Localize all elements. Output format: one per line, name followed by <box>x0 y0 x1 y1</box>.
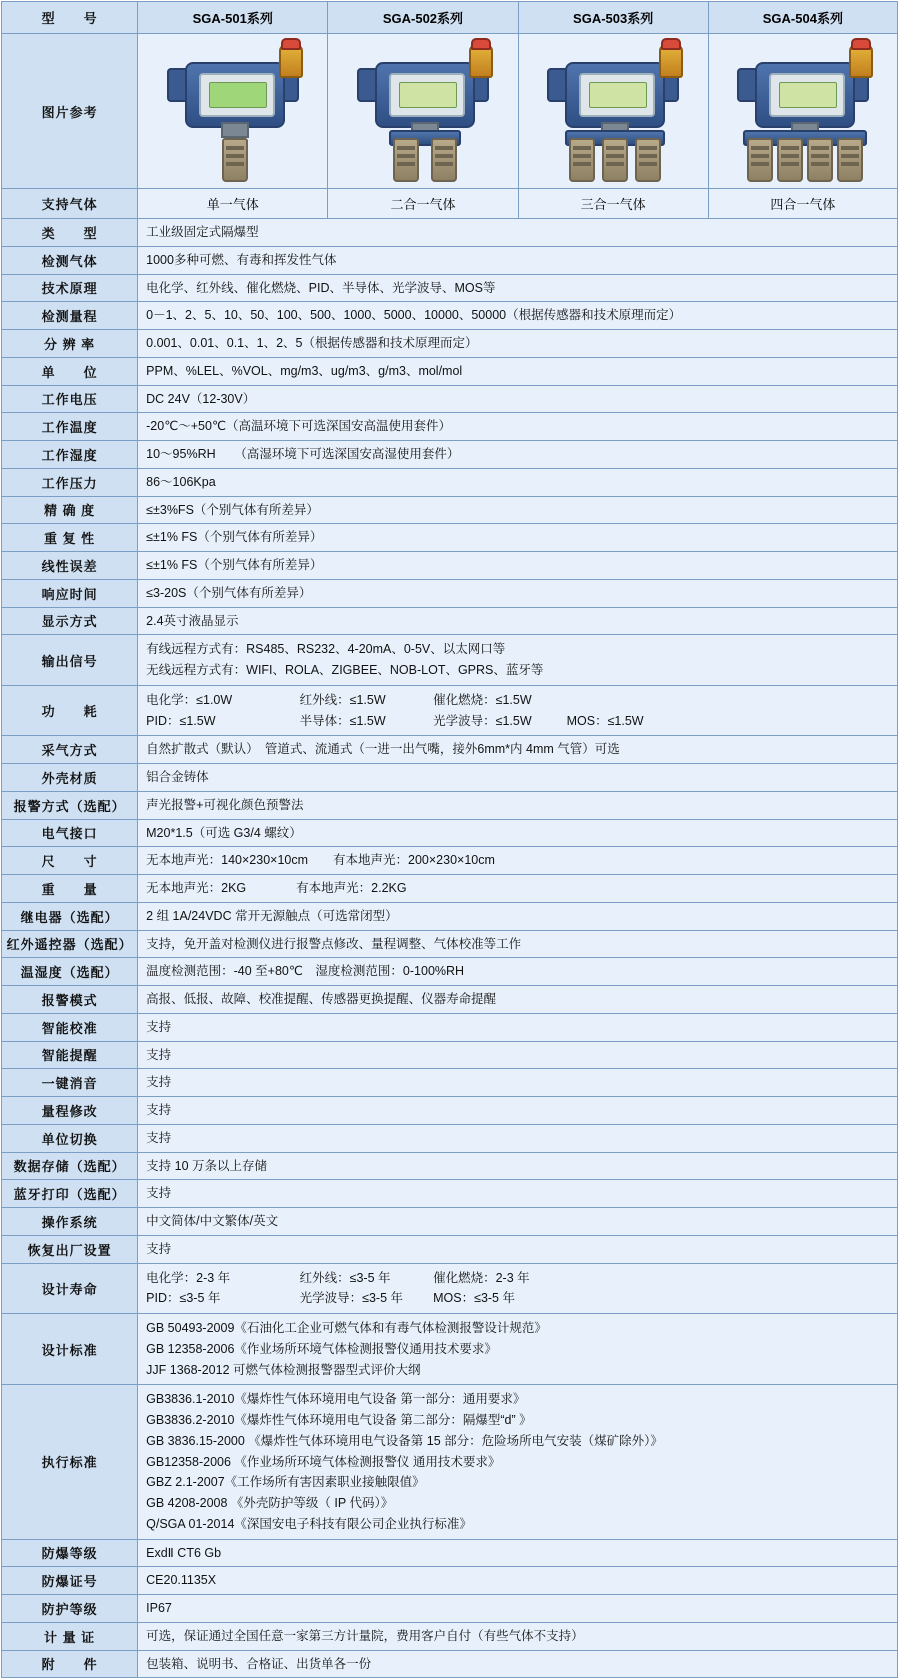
row-label: 继电器（选配） <box>2 902 138 930</box>
row-label: 单 位 <box>2 357 138 385</box>
table-row <box>2 330 898 358</box>
table-row <box>2 1622 898 1650</box>
row-value: ≤±1% FS（个别气体有所差异） <box>138 552 898 580</box>
row-label-design-standard: 设计标准 <box>2 1314 138 1385</box>
gas-support-2: 二合一气体 <box>328 189 518 219</box>
power-infrared: 红外线：≤1.5W <box>299 692 386 707</box>
row-label: 线性误差 <box>2 552 138 580</box>
row-label: 恢复出厂设置 <box>2 1235 138 1263</box>
row-value: 2 组 1A/24VDC 常开无源触点（可选常闭型） <box>138 902 898 930</box>
table-row <box>2 524 898 552</box>
table-row-model <box>2 2 898 34</box>
row-value: 支持 <box>138 1235 898 1263</box>
row-label: 单位切换 <box>2 1124 138 1152</box>
row-value: 2.4英寸液晶显示 <box>138 607 898 635</box>
row-value: CE20.1135X <box>138 1567 898 1595</box>
lifespan-line-2 <box>146 1288 889 1309</box>
row-value: DC 24V（12-30V） <box>138 385 898 413</box>
table-row <box>2 1235 898 1263</box>
row-label: 温湿度（选配） <box>2 958 138 986</box>
row-label: 蓝牙打印（选配） <box>2 1180 138 1208</box>
row-label: 检测气体 <box>2 246 138 274</box>
table-row <box>2 902 898 930</box>
model-header-1: SGA-501系列 <box>138 2 328 34</box>
device-image-4 <box>708 34 897 189</box>
row-label: 数据存储（选配） <box>2 1152 138 1180</box>
exec-standard-line: GB 4208-2008 《外壳防护等级（ IP 代码）》 <box>146 1496 394 1510</box>
row-value: M20*1.5（可选 G3/4 螺纹） <box>138 819 898 847</box>
table-row <box>2 219 898 247</box>
row-value: 0.001、0.01、0.1、1、2、5（根据传感器和技术原理而定） <box>138 330 898 358</box>
table-row <box>2 1013 898 1041</box>
table-row <box>2 1567 898 1595</box>
table-row <box>2 791 898 819</box>
table-row <box>2 607 898 635</box>
table-row <box>2 847 898 875</box>
exec-standard-line: GBZ 2.1-2007《工作场所有害因素职业接触限值》 <box>146 1475 425 1490</box>
table-row <box>2 875 898 903</box>
row-value: 温度检测范围：-40 至+80℃ 湿度检测范围：0-100%RH <box>138 958 898 986</box>
table-row-power <box>2 685 898 736</box>
table-row-lifespan <box>2 1263 898 1314</box>
table-row <box>2 413 898 441</box>
table-row <box>2 958 898 986</box>
row-value: 支持 10 万条以上存储 <box>138 1152 898 1180</box>
power-optical-waveguide: 光学波导：≤1.5W <box>433 713 532 728</box>
design-standard-line: GB 12358-2006《作业场所环境气体检测报警仪通用技术要求》 <box>146 1341 497 1356</box>
table-row <box>2 441 898 469</box>
row-value-power <box>138 685 898 736</box>
row-value: 工业级固定式隔爆型 <box>138 219 898 247</box>
row-label-model: 型 号 <box>2 2 138 34</box>
table-row-design-standard <box>2 1314 898 1385</box>
row-label: 附 件 <box>2 1650 138 1678</box>
row-value: 无本地声光：140×230×10cm 有本地声光：200×230×10cm <box>138 847 898 875</box>
spec-sheet-page <box>0 1 899 1673</box>
table-row <box>2 385 898 413</box>
row-label: 量程修改 <box>2 1097 138 1125</box>
gas-support-4: 四合一气体 <box>708 189 897 219</box>
row-value: ExdⅡ CT6 Gb <box>138 1539 898 1567</box>
table-row <box>2 302 898 330</box>
device-image-2 <box>328 34 518 189</box>
lifespan-infrared: 红外线：≤3-5 年 <box>299 1270 391 1285</box>
row-value: 声光报警+可视化颜色预警法 <box>138 791 898 819</box>
model-header-3: SGA-503系列 <box>518 2 708 34</box>
row-value: ≤±1% FS（个别气体有所差异） <box>138 524 898 552</box>
row-value: 中文简体/中文繁体/英文 <box>138 1208 898 1236</box>
model-header-4: SGA-504系列 <box>708 2 897 34</box>
row-label: 智能提醒 <box>2 1041 138 1069</box>
table-row <box>2 1124 898 1152</box>
power-semiconductor: 半导体：≤1.5W <box>299 713 386 728</box>
lifespan-pid: PID：≤3-5 年 <box>146 1291 221 1306</box>
row-value: 支持 <box>138 1180 898 1208</box>
table-row <box>2 1208 898 1236</box>
row-label: 一键消音 <box>2 1069 138 1097</box>
row-value: ≤±3%FS（个别气体有所差异） <box>138 496 898 524</box>
row-value: 支持 <box>138 1013 898 1041</box>
power-line-2 <box>146 711 889 732</box>
row-label-image-reference: 图片参考 <box>2 34 138 189</box>
row-value: 电化学、红外线、催化燃烧、PID、半导体、光学波导、MOS等 <box>138 274 898 302</box>
table-row-output-signal <box>2 635 898 686</box>
table-row <box>2 736 898 764</box>
exec-standard-line: GB12358-2006 《作业场所环境气体检测报警仪 通用技术要求》 <box>146 1454 501 1469</box>
row-value: 无本地声光：2KG 有本地声光：2.2KG <box>138 875 898 903</box>
row-label: 技术原理 <box>2 274 138 302</box>
table-row <box>2 274 898 302</box>
row-label: 防护等级 <box>2 1595 138 1623</box>
row-label: 电气接口 <box>2 819 138 847</box>
table-row <box>2 1097 898 1125</box>
row-value: 支持 <box>138 1069 898 1097</box>
row-label: 报警模式 <box>2 986 138 1014</box>
row-label-power: 功 耗 <box>2 685 138 736</box>
row-value: 可选，保证通过全国任意一家第三方计量院，费用客户自付（有些气体不支持） <box>138 1622 898 1650</box>
row-label: 报警方式（选配） <box>2 791 138 819</box>
row-value: 10～95%RH （高湿环境下可选深国安高湿使用套件） <box>138 441 898 469</box>
table-row <box>2 468 898 496</box>
row-value: 支持 <box>138 1097 898 1125</box>
lifespan-electrochemical: 电化学：2-3 年 <box>146 1270 231 1285</box>
row-label: 计 量 证 <box>2 1622 138 1650</box>
power-mos: MOS：≤1.5W <box>566 713 644 728</box>
row-value: 包装箱、说明书、合格证、出货单各一份 <box>138 1650 898 1678</box>
table-row <box>2 1069 898 1097</box>
row-label-gas-support: 支持气体 <box>2 189 138 219</box>
row-label: 采气方式 <box>2 736 138 764</box>
row-value: 0－1、2、5、10、50、100、500、1000、5000、10000、50000（根据传感器和技术原理而定） <box>138 302 898 330</box>
row-value: 1000多种可燃、有毒和挥发性气体 <box>138 246 898 274</box>
table-row-images <box>2 34 898 189</box>
row-label: 工作电压 <box>2 385 138 413</box>
table-row <box>2 930 898 958</box>
table-row <box>2 357 898 385</box>
table-row <box>2 1180 898 1208</box>
table-row <box>2 496 898 524</box>
power-catalytic: 催化燃烧：≤1.5W <box>433 692 532 707</box>
lifespan-optical-waveguide: 光学波导：≤3-5 年 <box>299 1291 404 1306</box>
lifespan-catalytic: 催化燃烧：2-3 年 <box>433 1270 530 1285</box>
row-value: 铝合金铸体 <box>138 764 898 792</box>
row-value-output-signal <box>138 635 898 686</box>
table-row-exec-standard <box>2 1385 898 1539</box>
table-row <box>2 1539 898 1567</box>
row-label: 操作系统 <box>2 1208 138 1236</box>
row-label: 显示方式 <box>2 607 138 635</box>
row-label: 分 辨 率 <box>2 330 138 358</box>
row-label: 外壳材质 <box>2 764 138 792</box>
row-value: IP67 <box>138 1595 898 1623</box>
table-row <box>2 1152 898 1180</box>
output-signal-wired: 有线远程方式有：RS485、RS232、4-20mA、0-5V、以太网口等 <box>146 642 506 657</box>
row-label: 精 确 度 <box>2 496 138 524</box>
table-row <box>2 1041 898 1069</box>
gas-support-3: 三合一气体 <box>518 189 708 219</box>
row-label-exec-standard: 执行标准 <box>2 1385 138 1539</box>
design-standard-line: JJF 1368-2012 可燃气体检测报警器型式评价大纲 <box>146 1362 421 1377</box>
row-value: 高报、低报、故障、校准提醒、传感器更换提醒、仪器寿命提醒 <box>138 986 898 1014</box>
power-electrochemical: 电化学：≤1.0W <box>146 692 233 707</box>
lifespan-line-1 <box>146 1268 889 1289</box>
exec-standard-line: Q/SGA 01-2014《深国安电子科技有限公司企业执行标准》 <box>146 1516 472 1531</box>
row-label: 工作压力 <box>2 468 138 496</box>
row-value: 支持，免开盖对检测仪进行报警点修改、量程调整、气体校准等工作 <box>138 930 898 958</box>
row-value-design-standard <box>138 1314 898 1385</box>
row-value: 自然扩散式（默认） 管道式、流通式（一进一出气嘴，接外6mm*内 4mm 气管）可选 <box>138 736 898 764</box>
row-label: 防爆证号 <box>2 1567 138 1595</box>
row-value: PPM、%LEL、%VOL、mg/m3、ug/m3、g/m3、mol/mol <box>138 357 898 385</box>
row-value-lifespan <box>138 1263 898 1314</box>
row-value: 86～106Kpa <box>138 468 898 496</box>
row-label: 防爆等级 <box>2 1539 138 1567</box>
table-row <box>2 764 898 792</box>
exec-standard-line: GB 3836.15-2000 《爆炸性气体环境用电气设备第 15 部分：危险场所电气安装（煤矿除外）》 <box>146 1433 663 1448</box>
table-row <box>2 1650 898 1678</box>
row-label: 工作温度 <box>2 413 138 441</box>
table-row <box>2 579 898 607</box>
table-row-gas-support <box>2 189 898 219</box>
model-header-2: SGA-502系列 <box>328 2 518 34</box>
row-label: 工作湿度 <box>2 441 138 469</box>
row-label: 尺 寸 <box>2 847 138 875</box>
exec-standard-line: GB3836.2-2010《爆炸性气体环境用电气设备 第二部分：隔爆型“d” 》 <box>146 1413 532 1427</box>
row-label: 重 量 <box>2 875 138 903</box>
row-value: 支持 <box>138 1041 898 1069</box>
exec-standard-line: GB3836.1-2010《爆炸性气体环境用电气设备 第一部分：通用要求》 <box>146 1392 526 1407</box>
row-label: 类 型 <box>2 219 138 247</box>
table-row <box>2 552 898 580</box>
row-value: ≤3-20S（个别气体有所差异） <box>138 579 898 607</box>
device-image-3 <box>518 34 708 189</box>
row-label: 红外遥控器（选配） <box>2 930 138 958</box>
gas-support-1: 单一气体 <box>138 189 328 219</box>
power-line-1 <box>146 690 889 711</box>
specification-table <box>1 1 898 1678</box>
row-label: 重 复 性 <box>2 524 138 552</box>
row-label: 检测量程 <box>2 302 138 330</box>
output-signal-wireless: 无线远程方式有：WIFI、ROLA、ZIGBEE、NOB-LOT、GPRS、蓝牙等 <box>146 663 544 677</box>
row-label-lifespan: 设计寿命 <box>2 1263 138 1314</box>
row-value: 支持 <box>138 1124 898 1152</box>
design-standard-line: GB 50493-2009《石油化工企业可燃气体和有毒气体检测报警设计规范》 <box>146 1321 547 1335</box>
row-label-output-signal: 输出信号 <box>2 635 138 686</box>
lifespan-mos: MOS：≤3-5 年 <box>433 1291 515 1306</box>
row-label: 响应时间 <box>2 579 138 607</box>
table-row <box>2 1595 898 1623</box>
power-pid: PID：≤1.5W <box>146 713 216 728</box>
row-label: 智能校准 <box>2 1013 138 1041</box>
table-row <box>2 986 898 1014</box>
table-row <box>2 819 898 847</box>
row-value: -20℃～+50℃（高温环境下可选深国安高温使用套件） <box>138 413 898 441</box>
device-image-1 <box>138 34 328 189</box>
row-value-exec-standard <box>138 1385 898 1539</box>
table-row <box>2 246 898 274</box>
